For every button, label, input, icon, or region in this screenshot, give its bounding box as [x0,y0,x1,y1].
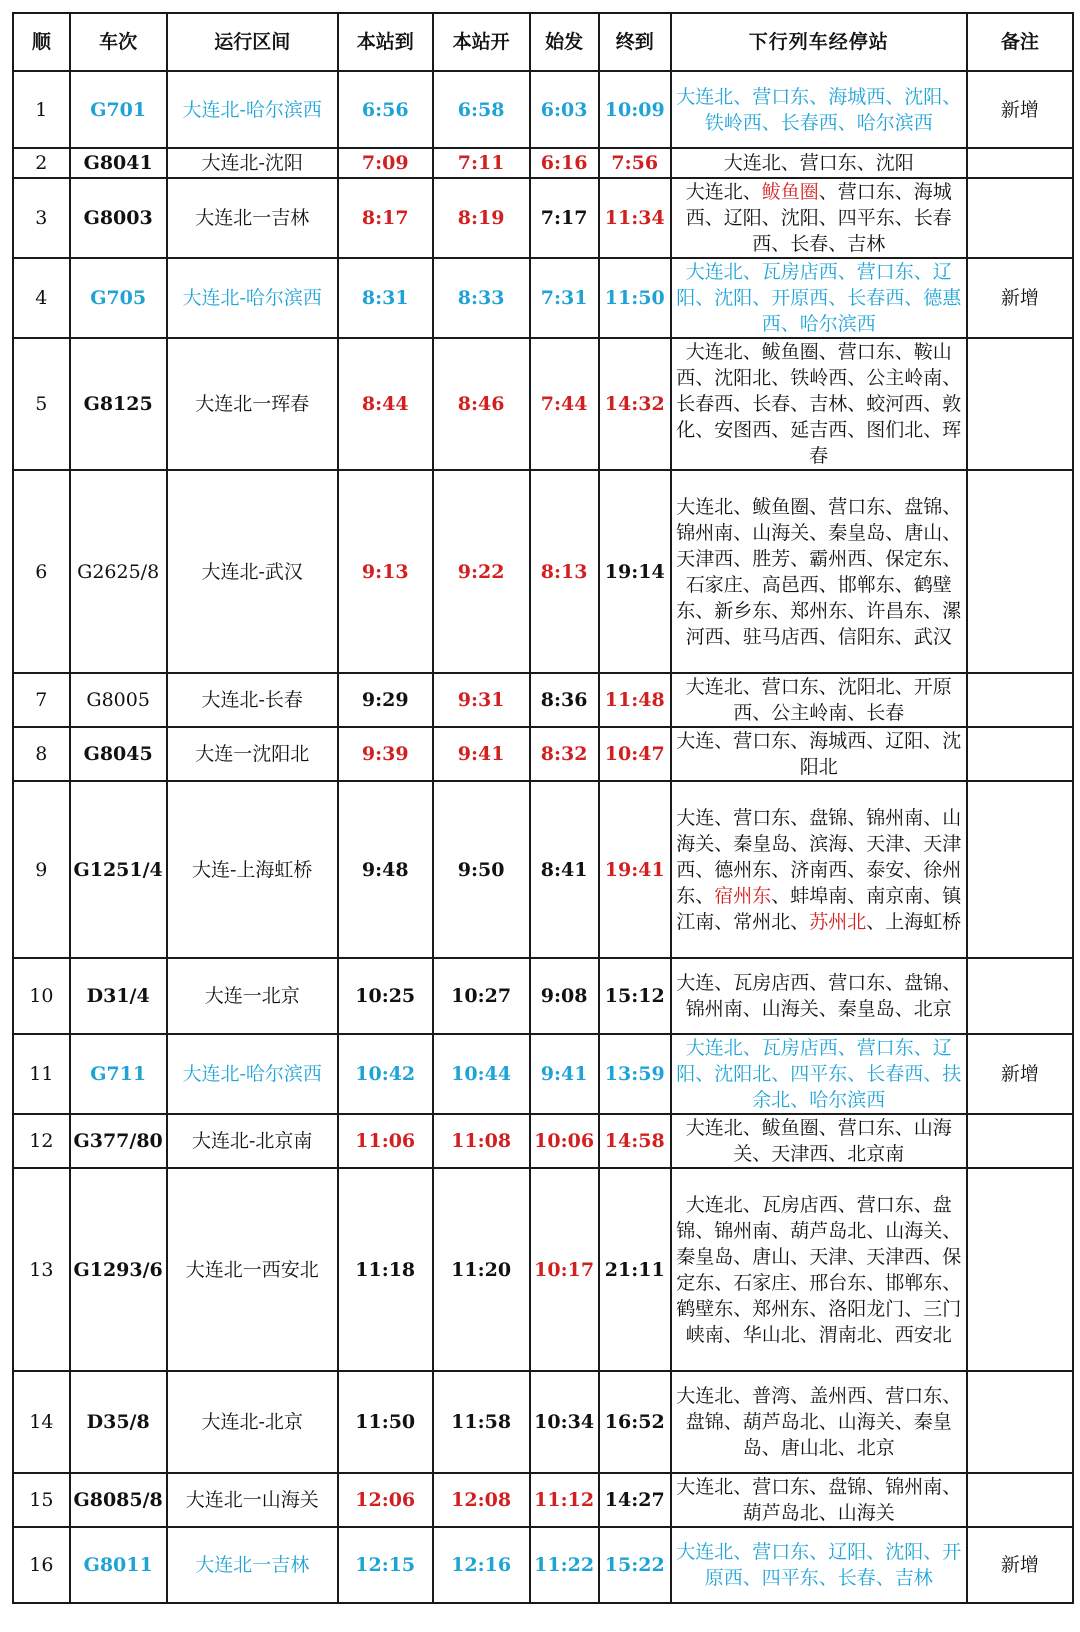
train-number: G711 [70,1034,167,1114]
depart-time: 6:58 [433,71,530,148]
route: 大连一北京 [167,958,338,1034]
origin-time: 7:44 [530,338,599,470]
origin-time: 6:03 [530,71,599,148]
terminal-time: 16:52 [599,1371,671,1473]
train-number: G1293/6 [70,1168,167,1371]
header-route: 运行区间 [167,13,338,71]
stop-segment: 宿州东 [714,884,772,907]
header-train: 车次 [70,13,167,71]
table-row [13,338,1073,470]
row-seq: 1 [13,71,70,148]
stops: 大连北、营口东、盘锦、锦州南、葫芦岛北、山海关 [671,1473,967,1527]
note [967,1371,1073,1473]
terminal-time: 11:34 [599,178,671,258]
table-row [13,470,1073,673]
terminal-time: 15:22 [599,1527,671,1603]
origin-time: 7:31 [530,258,599,338]
note: 新增 [967,258,1073,338]
stops: 大连北、营口东、沈阳 [671,148,967,178]
arrive-time: 10:25 [338,958,433,1034]
terminal-time: 14:32 [599,338,671,470]
note: 新增 [967,71,1073,148]
row-seq: 7 [13,673,70,727]
terminal-time: 21:11 [599,1168,671,1371]
stops: 大连北、瓦房店西、营口东、辽阳、沈阳、开原西、长春西、德惠西、哈尔滨西 [671,258,967,338]
note [967,958,1073,1034]
train-number: G8085/8 [70,1473,167,1527]
header-depart: 本站开 [433,13,530,71]
route: 大连北-北京南 [167,1114,338,1168]
depart-time: 9:41 [433,727,530,781]
depart-time: 7:11 [433,148,530,178]
route: 大连北-长春 [167,673,338,727]
row-seq: 5 [13,338,70,470]
depart-time: 9:31 [433,673,530,727]
stops: 大连北、营口东、海城西、沈阳、铁岭西、长春西、哈尔滨西 [671,71,967,148]
note [967,781,1073,958]
depart-time: 8:33 [433,258,530,338]
header-note: 备注 [967,13,1073,71]
origin-time: 7:17 [530,178,599,258]
train-number: G8011 [70,1527,167,1603]
train-number: G8045 [70,727,167,781]
train-number: D31/4 [70,958,167,1034]
depart-time: 12:16 [433,1527,530,1603]
table-row [13,1473,1073,1527]
note [967,1168,1073,1371]
arrive-time: 6:56 [338,71,433,148]
header-stops: 下行列车经停站 [671,13,967,71]
stops: 大连、瓦房店西、营口东、盘锦、锦州南、山海关、秦皇岛、北京 [671,958,967,1034]
route: 大连北一吉林 [167,1527,338,1603]
route: 大连北一珲春 [167,338,338,470]
note [967,148,1073,178]
stops: 大连北、鲅鱼圈、营口东、盘锦、锦州南、山海关、秦皇岛、唐山、天津西、胜芳、霸州西、保定东、石家庄、高邑西、邯郸东、鹤壁东、新乡东、郑州东、许昌东、漯河西、驻马店西、信阳东、武汉 [671,470,967,673]
arrive-time: 11:06 [338,1114,433,1168]
row-seq: 6 [13,470,70,673]
origin-time: 8:32 [530,727,599,781]
table-row [13,958,1073,1034]
arrive-time: 7:09 [338,148,433,178]
row-seq: 13 [13,1168,70,1371]
origin-time: 10:06 [530,1114,599,1168]
terminal-time: 15:12 [599,958,671,1034]
header-origin-time: 始发 [530,13,599,71]
note [967,338,1073,470]
stops: 大连北、普湾、盖州西、营口东、盘锦、葫芦岛北、山海关、秦皇岛、唐山北、北京 [671,1371,967,1473]
stop-segment: 、上海虹桥 [866,910,962,933]
arrive-time: 10:42 [338,1034,433,1114]
depart-time: 9:22 [433,470,530,673]
depart-time: 11:20 [433,1168,530,1371]
train-number: G8003 [70,178,167,258]
header-arrive: 本站到 [338,13,433,71]
origin-time: 8:36 [530,673,599,727]
arrive-time: 9:48 [338,781,433,958]
table-row [13,148,1073,178]
note [967,673,1073,727]
train-timetable [12,12,1074,1604]
origin-time: 9:08 [530,958,599,1034]
header-row [13,13,1073,71]
table-row [13,1527,1073,1603]
train-number: D35/8 [70,1371,167,1473]
stops [671,178,967,258]
stops: 大连北、鲅鱼圈、营口东、山海关、天津西、北京南 [671,1114,967,1168]
note [967,1114,1073,1168]
row-seq: 3 [13,178,70,258]
route: 大连-上海虹桥 [167,781,338,958]
origin-time: 8:13 [530,470,599,673]
route: 大连北-哈尔滨西 [167,1034,338,1114]
origin-time: 10:17 [530,1168,599,1371]
row-seq: 15 [13,1473,70,1527]
arrive-time: 8:31 [338,258,433,338]
terminal-time: 19:41 [599,781,671,958]
depart-time: 10:44 [433,1034,530,1114]
table-row [13,727,1073,781]
depart-time: 8:19 [433,178,530,258]
depart-time: 10:27 [433,958,530,1034]
table-row [13,1371,1073,1473]
stop-segment: 大连北、 [685,181,762,203]
stops: 大连北、瓦房店西、营口东、盘锦、锦州南、葫芦岛北、山海关、秦皇岛、唐山、天津、天津西、保定东、石家庄、邢台东、邯郸东、鹤壁东、郑州东、洛阳龙门、三门峡南、华山北、渭南北、西安北 [671,1168,967,1371]
table-row [13,1034,1073,1114]
row-seq: 11 [13,1034,70,1114]
terminal-time: 14:58 [599,1114,671,1168]
origin-time: 11:12 [530,1473,599,1527]
timetable-body [13,71,1073,1603]
terminal-time: 19:14 [599,470,671,673]
table-row [13,781,1073,958]
stops: 大连北、鲅鱼圈、营口东、鞍山西、沈阳北、铁岭西、公主岭南、长春西、长春、吉林、蛟河西、敦化、安图西、延吉西、图们北、珲春 [671,338,967,470]
header-seq: 顺 [13,13,70,71]
origin-time: 9:41 [530,1034,599,1114]
stop-segment: 苏州北 [809,910,867,933]
stop-segment: 大连、营口东、盘锦、锦州南、山海关、秦皇岛、滨海、天津、天津西、德州东、济南西、泰安、徐州东、 [676,806,962,907]
note [967,470,1073,673]
row-seq: 10 [13,958,70,1034]
row-seq: 8 [13,727,70,781]
depart-time: 11:58 [433,1371,530,1473]
origin-time: 11:22 [530,1527,599,1603]
depart-time: 12:08 [433,1473,530,1527]
stops: 大连北、营口东、辽阳、沈阳、开原西、四平东、长春、吉林 [671,1527,967,1603]
table-row [13,1168,1073,1371]
row-seq: 16 [13,1527,70,1603]
terminal-time: 14:27 [599,1473,671,1527]
route: 大连北-哈尔滨西 [167,71,338,148]
arrive-time: 8:17 [338,178,433,258]
route: 大连北-哈尔滨西 [167,258,338,338]
terminal-time: 7:56 [599,148,671,178]
stop-segment: 、营口东、海城西、辽阳、沈阳、四平东、长春西、长春、吉林 [685,181,952,255]
row-seq: 4 [13,258,70,338]
terminal-time: 11:50 [599,258,671,338]
stops: 大连北、营口东、沈阳北、开原西、公主岭南、长春 [671,673,967,727]
origin-time: 6:16 [530,148,599,178]
stops: 大连北、瓦房店西、营口东、辽阳、沈阳北、四平东、长春西、扶余北、哈尔滨西 [671,1034,967,1114]
note: 新增 [967,1527,1073,1603]
note [967,178,1073,258]
route: 大连北-沈阳 [167,148,338,178]
route: 大连北一吉林 [167,178,338,258]
note [967,727,1073,781]
stop-segment: 鲅鱼圈 [761,181,819,203]
stop-segment: 、蚌埠南、南京南、镇江南、常州北、 [676,884,962,933]
arrive-time: 9:39 [338,727,433,781]
table-row [13,1114,1073,1168]
row-seq: 12 [13,1114,70,1168]
depart-time: 9:50 [433,781,530,958]
note [967,1473,1073,1527]
arrive-time: 11:18 [338,1168,433,1371]
table-row [13,258,1073,338]
row-seq: 9 [13,781,70,958]
train-number: G8041 [70,148,167,178]
train-number: G377/80 [70,1114,167,1168]
row-seq: 14 [13,1371,70,1473]
note: 新增 [967,1034,1073,1114]
terminal-time: 10:09 [599,71,671,148]
train-number: G701 [70,71,167,148]
header-terminal-time: 终到 [599,13,671,71]
route: 大连一沈阳北 [167,727,338,781]
train-number: G705 [70,258,167,338]
stops: 大连、营口东、海城西、辽阳、沈阳北 [671,727,967,781]
arrive-time: 9:13 [338,470,433,673]
depart-time: 11:08 [433,1114,530,1168]
train-number: G8125 [70,338,167,470]
table-row [13,673,1073,727]
stops [671,781,967,958]
arrive-time: 8:44 [338,338,433,470]
table-row [13,178,1073,258]
table-row [13,71,1073,148]
arrive-time: 11:50 [338,1371,433,1473]
origin-time: 8:41 [530,781,599,958]
route: 大连北一西安北 [167,1168,338,1371]
route: 大连北-武汉 [167,470,338,673]
origin-time: 10:34 [530,1371,599,1473]
terminal-time: 11:48 [599,673,671,727]
route: 大连北一山海关 [167,1473,338,1527]
arrive-time: 9:29 [338,673,433,727]
train-number: G1251/4 [70,781,167,958]
arrive-time: 12:06 [338,1473,433,1527]
row-seq: 2 [13,148,70,178]
train-number: G2625/8 [70,470,167,673]
arrive-time: 12:15 [338,1527,433,1603]
terminal-time: 13:59 [599,1034,671,1114]
depart-time: 8:46 [433,338,530,470]
route: 大连北-北京 [167,1371,338,1473]
terminal-time: 10:47 [599,727,671,781]
train-number: G8005 [70,673,167,727]
